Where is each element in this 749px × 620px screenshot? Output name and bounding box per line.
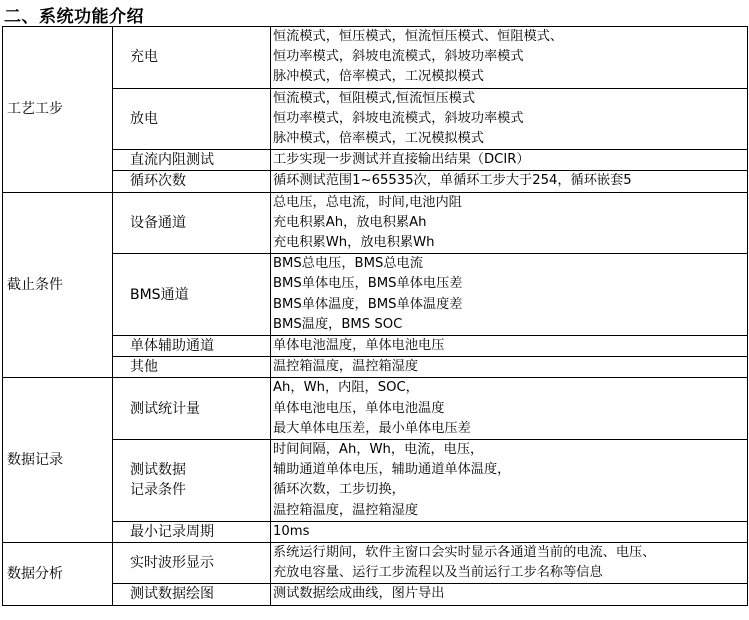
description-line: 恒功率模式，斜坡电流模式，斜坡功率模式 [273, 49, 524, 65]
item-name-line: 充电 [130, 49, 158, 66]
function-table [2, 26, 748, 606]
item-name-cell [113, 171, 271, 192]
description-line: 循环测试范围1~65535次，单循环工步大于254，循环嵌套5 [273, 173, 632, 189]
table-row [3, 378, 748, 440]
description-line: 充放电容量、运行工步流程以及当前运行工步名称等信息 [273, 565, 603, 581]
description-cell [271, 27, 748, 89]
description-cell [271, 192, 748, 254]
category-cell: 数据分析 [3, 543, 113, 606]
description-line: 辅助通道单体电压，辅助通道单体温度， [273, 462, 511, 478]
item-name-line: 放电 [130, 110, 158, 127]
description-line: BMS单体温度，BMS单体温度差 [273, 296, 463, 312]
description-line: 温控箱温度，温控箱湿度 [273, 502, 419, 518]
table-row [3, 357, 748, 378]
table-row [3, 336, 748, 357]
table-row [3, 584, 748, 605]
description-line: 恒流模式，恒压模式，恒流恒压模式、恒阻模式、 [273, 29, 564, 44]
item-name-cell [113, 150, 271, 171]
item-name-line: 其他 [130, 359, 158, 376]
description-line: 温控箱温度，温控箱湿度 [273, 359, 419, 375]
description-line: 恒功率模式，斜坡电流模式，斜坡功率模式 [273, 110, 524, 126]
description-line: 恒流模式，恒阻模式,恒流恒压模式 [273, 90, 476, 106]
description-line: 脉冲模式，倍率模式，工况模拟模式 [273, 131, 484, 147]
description-cell [271, 440, 748, 522]
description-line: 循环次数，工步切换， [273, 482, 405, 498]
category-cell: 工艺工步 [3, 27, 113, 193]
item-name-line: 设备通道 [130, 214, 186, 231]
item-name-cell [113, 336, 271, 357]
description-line: 最大单体电压差，最小单体电压差 [273, 420, 471, 436]
function-table-body [3, 27, 748, 606]
description-cell [271, 584, 748, 605]
description-cell [271, 543, 748, 584]
description-line: 充电积累Ah，放电积累Ah [273, 214, 427, 230]
description-line: 总电压，总电流，时间,电池内阻 [273, 194, 462, 210]
item-name-cell [113, 378, 271, 440]
item-name-cell [113, 543, 271, 584]
table-row [3, 171, 748, 192]
table-row [3, 88, 748, 150]
description-cell [271, 378, 748, 440]
item-name-cell [113, 584, 271, 605]
item-name-cell [113, 357, 271, 378]
table-row [3, 150, 748, 171]
description-line: 10ms [273, 523, 310, 539]
section-title: 二、系统功能介绍 [4, 7, 144, 27]
item-name-line: 最小记录周期 [130, 523, 214, 540]
item-name-cell [113, 254, 271, 336]
description-line: 系统运行期间，软件主窗口会实时显示各通道当前的电流、电压、 [273, 545, 656, 561]
description-line: 充电积累Wh，放电积累Wh [273, 235, 435, 251]
description-cell [271, 254, 748, 336]
item-name-cell [113, 88, 271, 150]
description-cell [271, 357, 748, 378]
item-name-cell [113, 440, 271, 522]
description-line: Ah，Wh，内阻，SOC， [273, 380, 419, 396]
category-cell: 截止条件 [3, 192, 113, 378]
item-name-line: 测试统计量 [130, 400, 200, 417]
description-line: 测试数据绘成曲线，图片导出 [273, 586, 445, 602]
description-cell [271, 521, 748, 542]
table-row [3, 521, 748, 542]
description-cell [271, 336, 748, 357]
description-cell [271, 150, 748, 171]
item-name-line: 单体辅助通道 [130, 338, 214, 355]
description-cell [271, 88, 748, 150]
table-row [3, 440, 748, 522]
item-name-line: 测试数据绘图 [130, 586, 214, 603]
table-row [3, 192, 748, 254]
description-line: BMS温度，BMS SOC [273, 316, 403, 332]
description-line: 单体电池电压，单体电池温度 [273, 400, 445, 416]
table-row [3, 27, 748, 89]
table-row [3, 254, 748, 336]
item-name-line: 直流内阻测试 [130, 152, 214, 169]
description-line: BMS单体电压，BMS单体电压差 [273, 276, 463, 292]
description-line: 脉冲模式，倍率模式，工况模拟模式 [273, 69, 484, 85]
item-name-cell [113, 192, 271, 254]
item-name-line: 实时波形显示 [130, 555, 214, 572]
item-name-line: 测试数据 [130, 462, 186, 479]
item-name-line: 记录条件 [130, 482, 186, 499]
item-name-line: 循环次数 [130, 173, 186, 190]
description-line: 工步实现一步测试并直接输出结果（DCIR） [273, 152, 530, 168]
category-cell: 数据记录 [3, 378, 113, 543]
description-cell [271, 171, 748, 192]
item-name-cell [113, 521, 271, 542]
item-name-cell [113, 27, 271, 89]
description-line: 时间间隔，Ah，Wh，电流，电压， [273, 442, 484, 458]
description-line: 单体电池温度，单体电池电压 [273, 338, 445, 354]
item-name-line: BMS通道 [130, 286, 189, 303]
description-line: BMS总电压，BMS总电流 [273, 256, 423, 272]
table-row [3, 543, 748, 584]
